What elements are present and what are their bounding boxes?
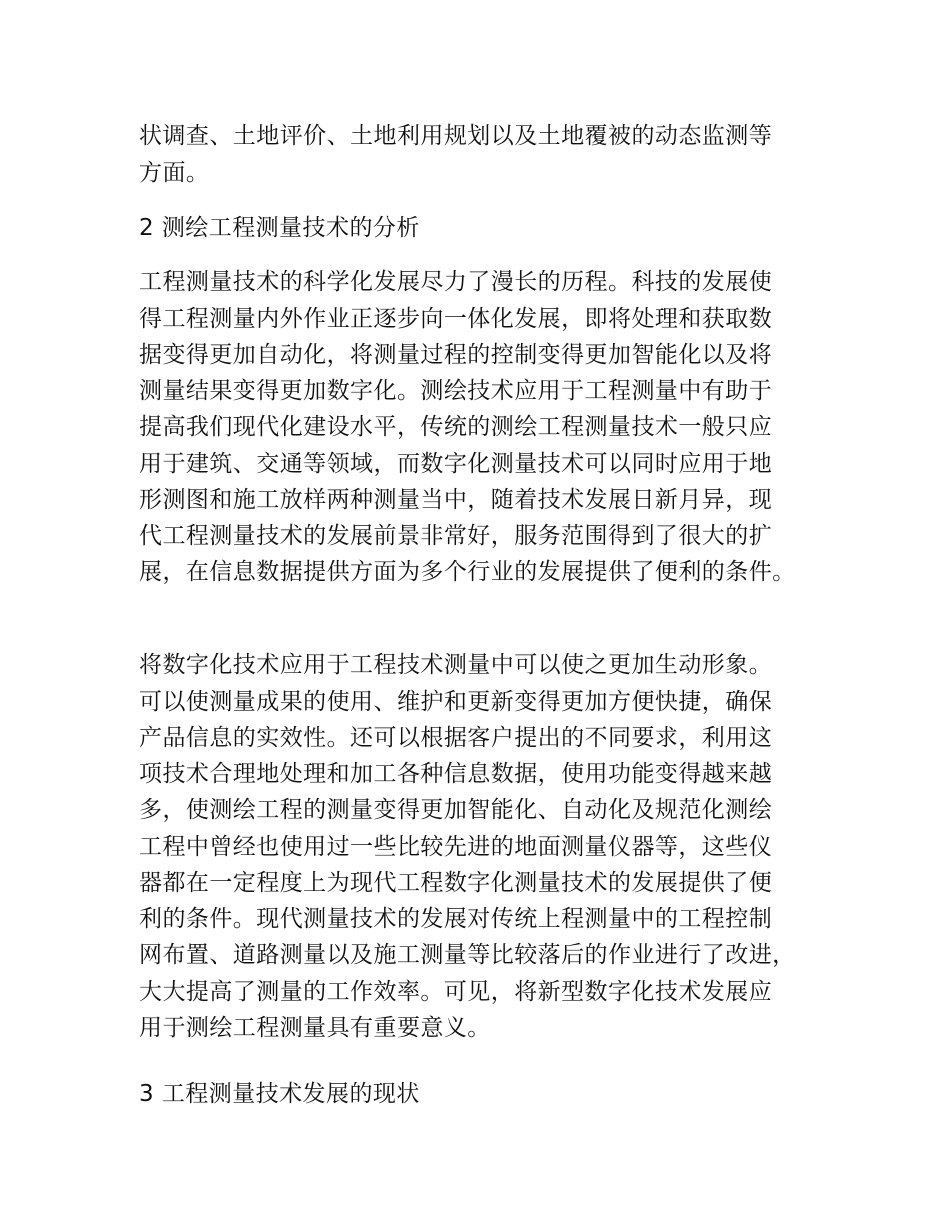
paragraph-line: 将数字化技术应用于工程技术测量中可以使之更加生动形象。 [139, 652, 773, 678]
paragraph-line: 工程测量技术的科学化发展尽力了漫长的历程。科技的发展使 [139, 269, 773, 295]
paragraph-line: 用于建筑、交通等领域，而数字化测量技术可以同时应用于地 [139, 451, 773, 477]
paragraph-line: 可以使测量成果的使用、维护和更新变得更加方便快捷，确保 [139, 689, 773, 715]
paragraph-line: 利的条件。现代测量技术的发展对传统上程测量中的工程控制 [139, 906, 773, 932]
paragraph-line: 提高我们现代化建设水平，传统的测绘工程测量技术一般只应 [139, 414, 773, 440]
paragraph-line: 代工程测量技术的发展前景非常好，服务范围得到了很大的扩 [139, 523, 773, 549]
paragraph-line: 测量结果变得更加数字化。测绘技术应用于工程测量中有助于 [139, 378, 773, 404]
paragraph-line: 展，在信息数据提供方面为多个行业的发展提供了便利的条件。 [139, 559, 796, 585]
paragraph-line: 得工程测量内外作业正逐步向一体化发展，即将处理和获取数 [139, 306, 773, 332]
paragraph-line: 项技术合理地处理和加工各种信息数据，使用功能变得越来越 [139, 761, 773, 787]
paragraph-line: 网布置、道路测量以及施工测量等比较落后的作业进行了改进， [139, 942, 796, 968]
paragraph-line: 方面。 [139, 160, 210, 186]
paragraph-line: 大大提高了测量的工作效率。可见，将新型数字化技术发展应 [139, 979, 773, 1005]
paragraph-line: 器都在一定程度上为现代工程数字化测量技术的发展提供了便 [139, 870, 773, 896]
paragraph-line: 产品信息的实效性。还可以根据客户提出的不同要求，利用这 [139, 725, 773, 751]
paragraph-line: 用于测绘工程测量具有重要意义。 [139, 1015, 491, 1041]
paragraph-line: 多，使测绘工程的测量变得更加智能化、自动化及规范化测绘 [139, 797, 773, 823]
paragraph-line: 工程中曾经也使用过一些比较先进的地面测量仪器等，这些仪 [139, 834, 773, 860]
paragraph-line: 状调查、土地评价、土地利用规划以及土地覆被的动态监测等 [139, 123, 773, 149]
section-heading: 3 工程测量技术发展的现状 [139, 1081, 420, 1107]
section-heading: 2 测绘工程测量技术的分析 [139, 215, 420, 241]
paragraph-line: 据变得更加自动化，将测量过程的控制变得更加智能化以及将 [139, 342, 773, 368]
paragraph-line: 形测图和施工放样两种测量当中，随着技术发展日新月异，现 [139, 487, 773, 513]
